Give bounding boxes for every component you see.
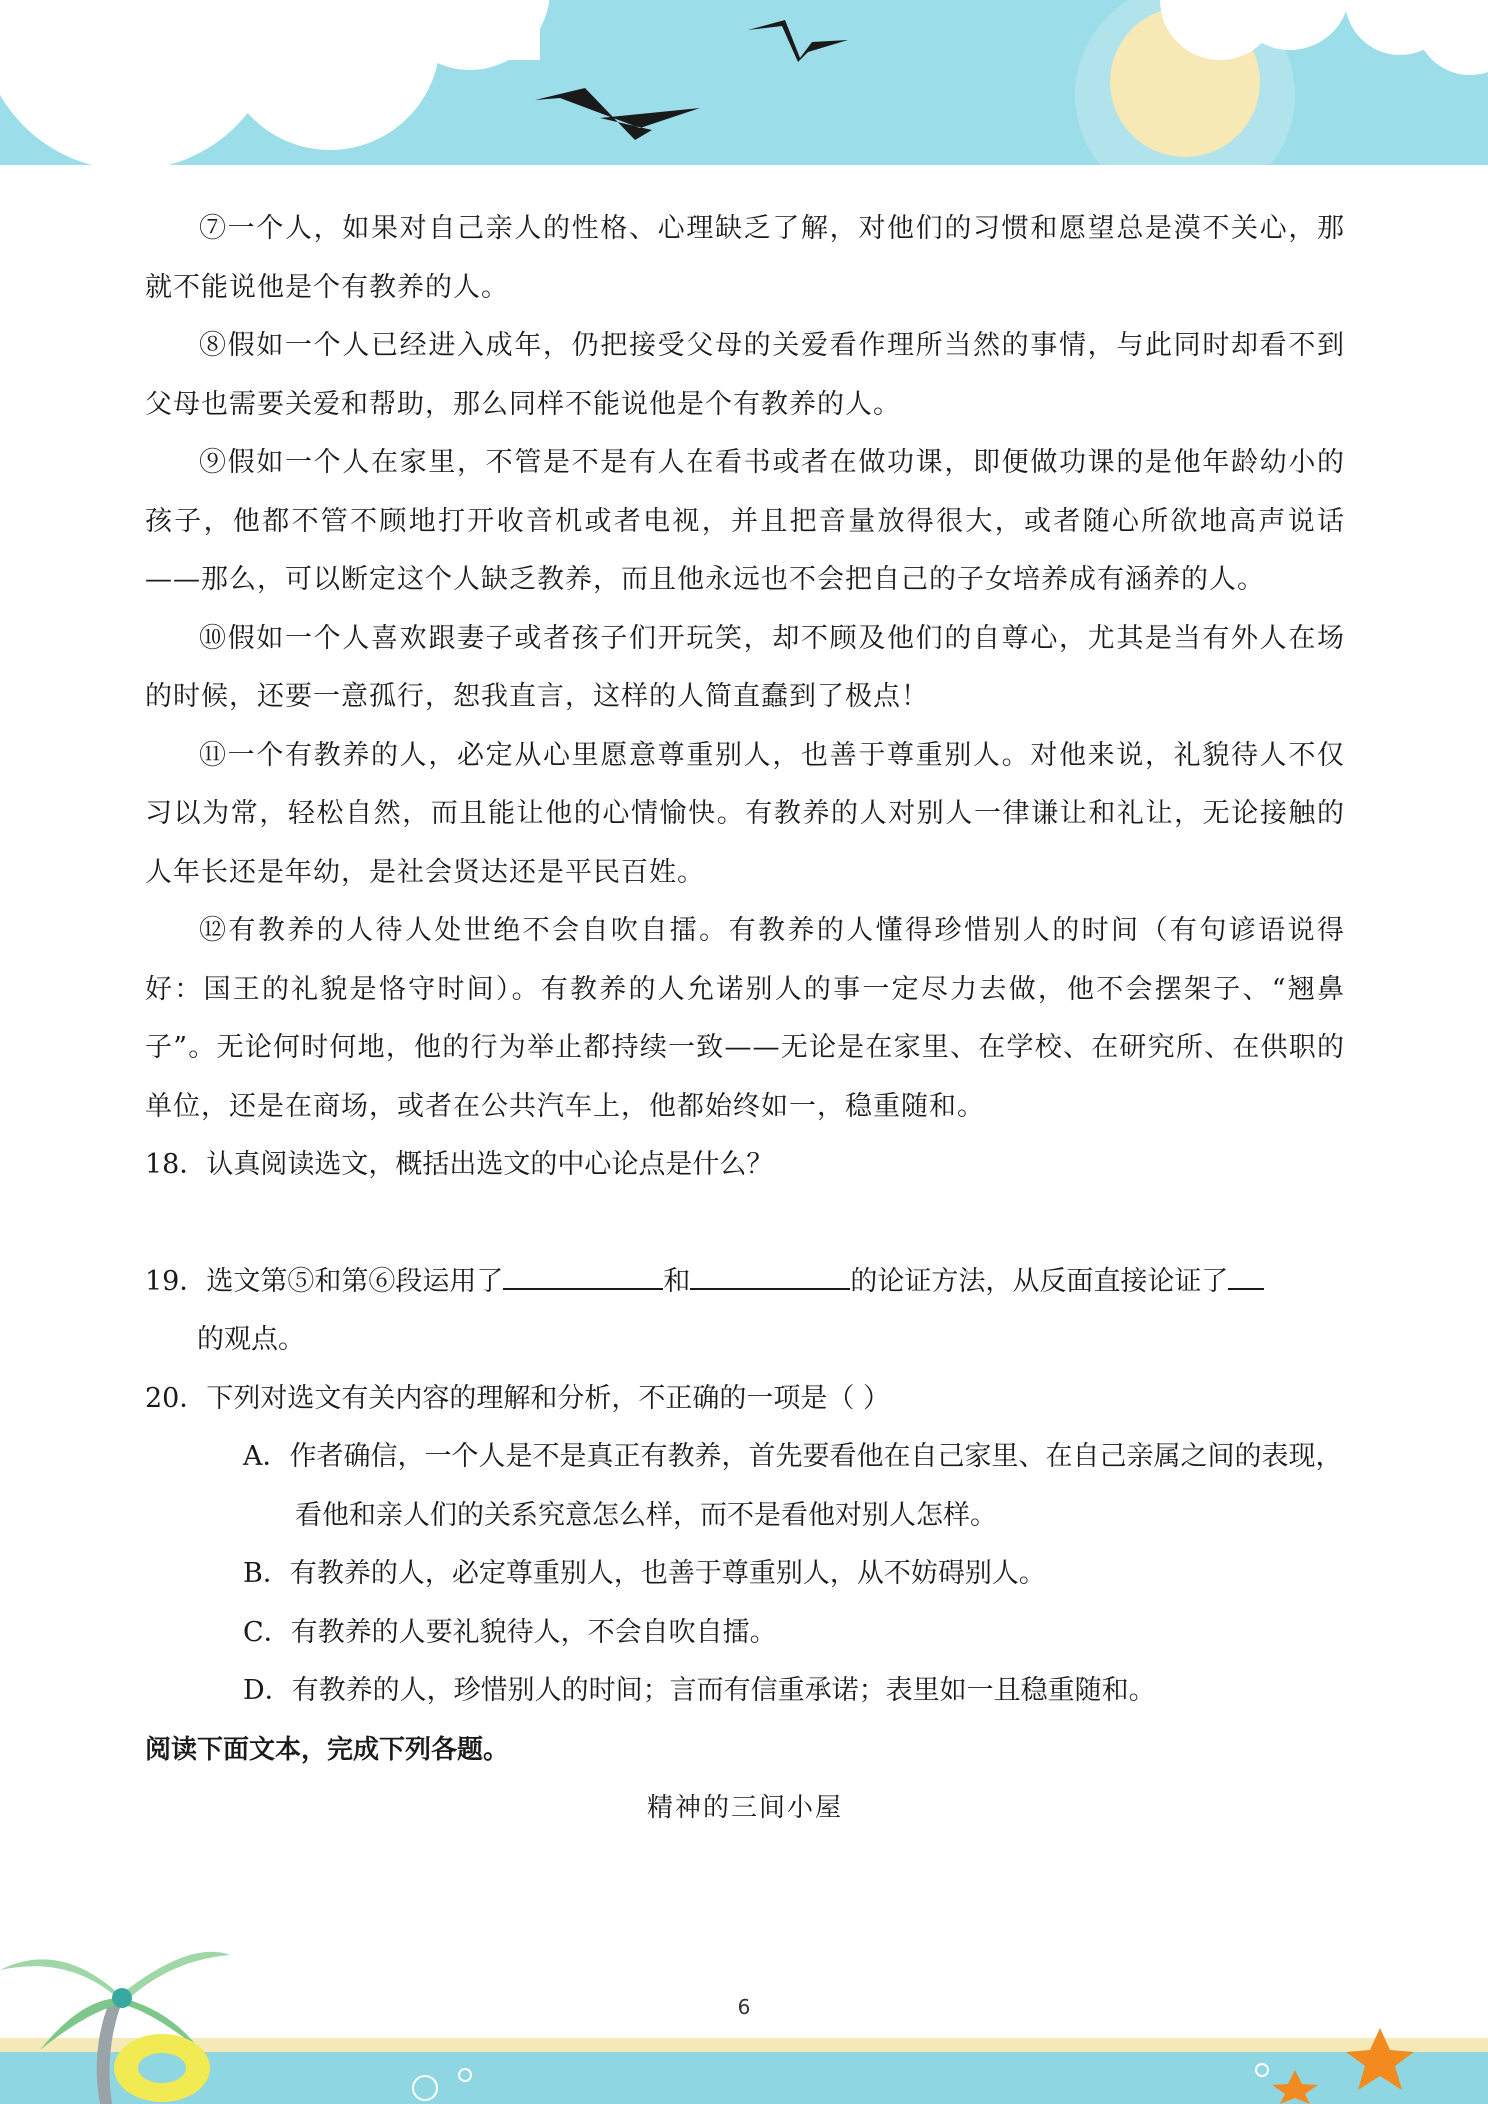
paragraph-11: ⑪一个有教养的人，必定从心里愿意尊重别人，也善于尊重别人。对他来说，礼貌待人不仅习以为常，轻松自然，而且能让他的心情愉快。有教养的人对别人一律谦让和礼让，无论接触的人年长还是年幼，是社会贤达还是平民百姓。 bbox=[145, 739, 1345, 888]
paragraph-8: ⑧假如一个人已经进入成年，仍把接受父母的关爱看作理所当然的事情，与此同时却看不到父母也需要关爱和帮助，那么同样不能说他是个有教养的人。 bbox=[145, 330, 1345, 420]
question-19 bbox=[145, 1253, 1345, 1370]
option-a[interactable]: A．作者确信，一个人是不是真正有教养，首先要看他在自己家里、在自己亲属之间的表现，看他和亲人们的关系究意怎么样，而不是看他对别人怎样。 bbox=[243, 1441, 1343, 1531]
coconut-icon bbox=[112, 1988, 132, 2008]
question-19-part-c: 的论证方法，从反面直接论证了 bbox=[850, 1265, 1229, 1297]
question-19-part-d: 的观点。 bbox=[197, 1324, 305, 1355]
question-19-part-b: 和 bbox=[663, 1265, 691, 1297]
page-number: 6 bbox=[737, 1995, 751, 2019]
paragraph-7: ⑦一个人，如果对自己亲人的性格、心理缺乏了解，对他们的习惯和愿望总是漠不关心，那就不能说他是个有教养的人。 bbox=[145, 213, 1345, 303]
page-content bbox=[145, 200, 1345, 1838]
answer-space-18 bbox=[145, 1195, 1345, 1253]
option-d[interactable]: D．有教养的人，珍惜别人的时间；言而有信重承诺；表里如一且稳重随和。 bbox=[243, 1675, 1156, 1706]
option-b[interactable]: B．有教养的人，必定尊重别人，也善于尊重别人，从不妨碍别人。 bbox=[243, 1558, 1046, 1589]
paragraph-10: ⑩假如一个人喜欢跟妻子或者孩子们开玩笑，却不顾及他们的自尊心，尤其是当有外人在场的时候，还要一意孤行，恕我直言，这样的人简直蠢到了极点！ bbox=[145, 622, 1345, 712]
question-19-part-a: 19．选文第⑤和第⑥段运用了 bbox=[145, 1265, 504, 1297]
question-20: 20．下列对选文有关内容的理解和分析，不正确的一项是（ ） bbox=[145, 1382, 890, 1414]
float-ring-icon bbox=[114, 2034, 210, 2102]
option-c[interactable]: C．有教养的人要礼貌待人，不会自吹自擂。 bbox=[243, 1616, 777, 1648]
header-decoration bbox=[0, 0, 1488, 170]
sea-band bbox=[0, 2052, 1488, 2104]
paragraph-9: ⑨假如一个人在家里，不管是不是有人在看书或者在做功课，即便做功课的是他年龄幼小的孩子，他都不管不顾地打开收音机或者电视，并且把音量放得很大，或者随心所欲地高声说话——那么，可以断定这个人缺乏教养，而且他永远也不会把自己的子女培养成有涵养的人。 bbox=[145, 447, 1345, 595]
answer-blank-3[interactable] bbox=[1228, 1262, 1264, 1290]
answer-blank-1[interactable] bbox=[503, 1262, 663, 1290]
sand-strip bbox=[0, 2038, 1488, 2052]
section-heading: 阅读下面文本，完成下列各题。 bbox=[145, 1734, 510, 1765]
answer-blank-2[interactable] bbox=[690, 1262, 850, 1290]
article-title: 精神的三间小屋 bbox=[646, 1793, 843, 1823]
question-18: 18．认真阅读选文，概括出选文的中心论点是什么？ bbox=[145, 1149, 774, 1180]
paragraph-12: ⑫有教养的人待人处世绝不会自吹自擂。有教养的人懂得珍惜别人的时间（有句谚语说得好：国王的礼貌是恪守时间）。有教养的人允诺别人的事一定尽力去做，他不会摆架子、“翘鼻子”。无论何时何地，他的行为举止都持续一致——无论是在家里、在学校、在研究所、在供职的单位，还是在商场，或者在公共汽车上，他都始终如一，稳重随和。 bbox=[145, 915, 1345, 1122]
footer-decoration bbox=[0, 1900, 1488, 2104]
